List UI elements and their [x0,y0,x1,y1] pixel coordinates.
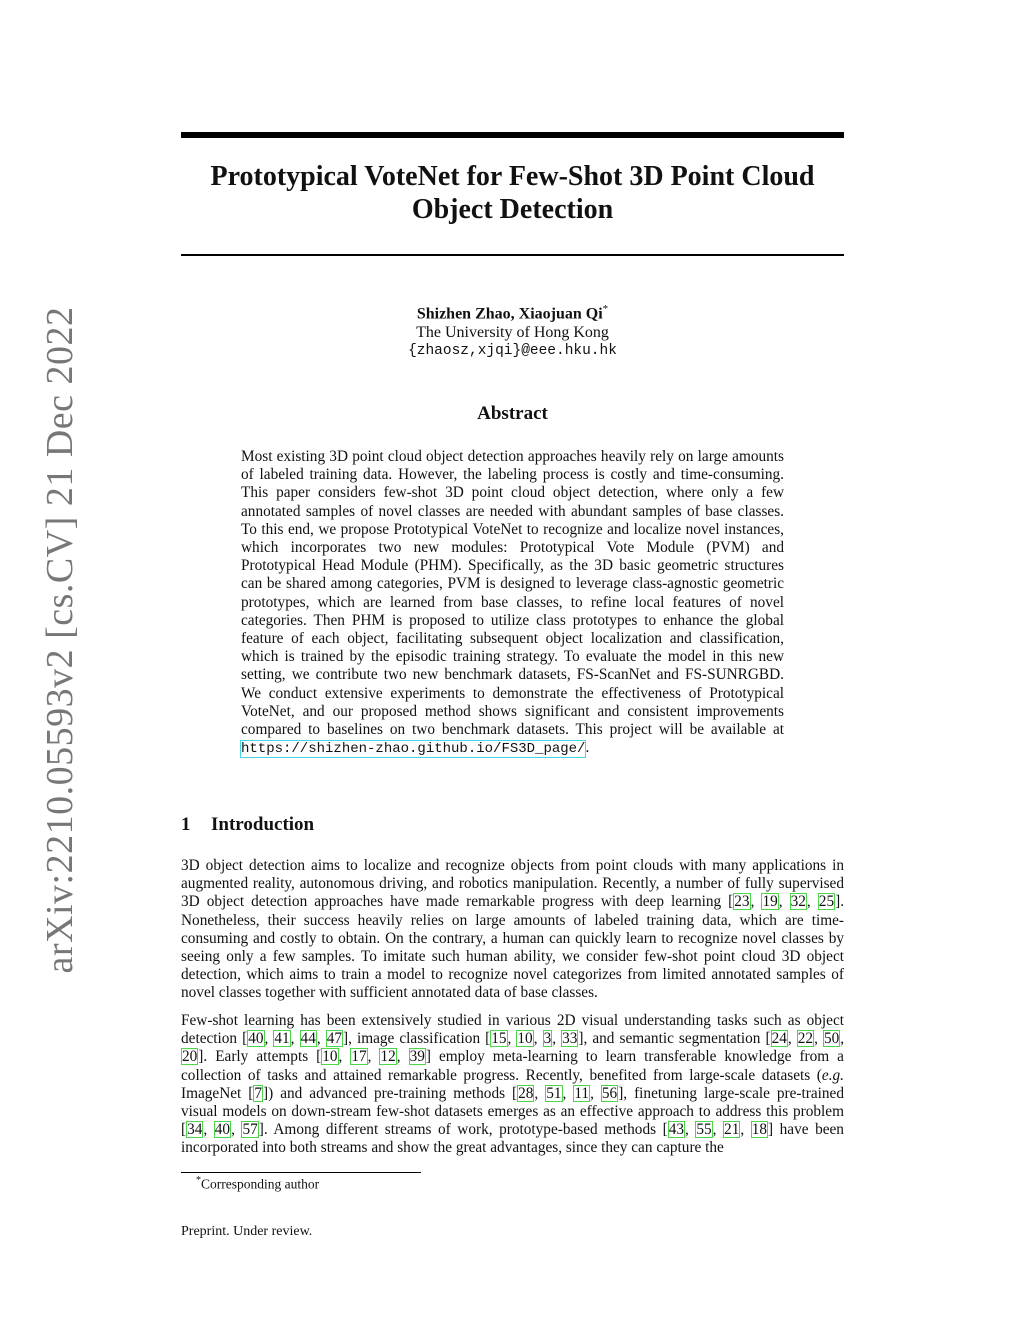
abstract-body [241,448,784,758]
paragraph-text: 3D object detection aims to localize and recognize objects from point clouds with many applications in augmented reality, autonomous driving, and robotics manipulation. Recently, a number of fully supervised 3D object detection approaches have made remarkable progress with deep learning [ [181,857,844,911]
title-bottom-rule [181,254,844,256]
author-affiliation: The University of Hong Kong [416,324,609,342]
citation-link[interactable]: 12 [380,1048,396,1066]
footnote-mark: * [196,1175,201,1186]
citation-link[interactable]: 33 [562,1030,578,1048]
abstract-heading: Abstract [477,403,548,424]
paragraph-text: ], finetuning large-scale pre-trained visual models on down-stream few-shot datasets emerges as an effective approach to address this problem [ [181,1084,844,1139]
paragraph-text: , [534,1084,546,1102]
arxiv-stamp: arXiv:2210.05593v2 [cs.CV] 21 Dec 2022 [39,306,81,974]
paragraph-text: , [740,1121,751,1139]
paragraph-text: , [203,1121,214,1139]
citation-link[interactable]: 18 [751,1121,768,1139]
paragraph-text: , [290,1030,300,1048]
preprint-note: Preprint. Under review. [181,1224,313,1239]
paper-title [181,160,844,226]
paragraph-text: , [316,1030,326,1048]
citation-link[interactable]: 34 [187,1121,203,1139]
citation-link[interactable]: 47 [326,1030,343,1048]
footnote-text: Corresponding author [201,1176,320,1192]
citation-link[interactable]: 40 [214,1121,231,1139]
paragraph-text: , [778,893,790,911]
paragraph-text: Few-shot learning has been extensively studied in various 2D visual understanding tasks such as object detection [ [181,1012,844,1048]
paragraph-text: , [590,1084,601,1102]
section-title: Introduction [211,814,315,835]
title-line-2: Object Detection [411,194,614,225]
citation-link[interactable]: 15 [491,1030,507,1048]
citation-link[interactable]: 20 [182,1048,198,1066]
paragraph-text: , [562,1084,574,1102]
paragraph-text: , [231,1121,242,1139]
citation-link[interactable]: 39 [409,1048,425,1066]
citation-link[interactable]: 22 [797,1030,814,1048]
citation-link[interactable]: 50 [823,1030,840,1048]
citation-link[interactable]: 17 [351,1048,367,1066]
author-names: Shizhen Zhao, Xiaojuan Qi [416,305,603,323]
footnote [196,1175,319,1193]
paragraph-text: , [685,1121,696,1139]
citation-link[interactable]: 19 [762,893,778,911]
paragraph-text: ]. Nonetheless, their success heavily relies on large amounts of labeled training data, which are time-consuming and costly to obtain. On the contrary, a human can quickly learn to recognize novel classes by seeing only a few samples. To imitate such human ability, we consider few-shot point cloud 3D object detection, which aims to train a model to recognize novel categorizes from limited annotated samples of novel classes together with sufficient annotated data of base classes. [181,893,845,1002]
citation-link[interactable]: 3 [543,1030,552,1048]
paragraph-text: ImageNet [ [181,1084,254,1102]
citation-link[interactable]: 24 [771,1030,787,1048]
paragraph-text: ]. Early attempts [ [198,1048,322,1066]
abstract-end: . [585,739,590,757]
paragraph-text: , [338,1048,351,1066]
abstract-text: Most existing 3D point cloud object detection approaches heavily rely on large amounts of labeled training data. However, the labeling process is costly and time-consuming. This paper considers few-shot 3D point cloud object detection, where only a few annotated samples of novel classes are needed with abundant samples of base classes. To this end, we propose Prototypical VoteNet to recognize and localize novel instances, which incorporates two new modules: Prototypical Vote Module (PVM) and Prototypical Head Module (PHM). Specifically, as the 3D basic geometric structures can be shared among categories, PVM is designed to leverage class-agnostic geometric prototypes, which are learned from base classes, to refine local features of novel categories. Then PHM is proposed to utilize class prototypes to enhance the global feature of each object, facilitating subsequent object localization and classification, which is trained by the episodic training strategy. To evaluate the model in this new setting, we contribute two new benchmark datasets, FS-ScanNet and FS-SUNRGBD. We conduct extensive experiments to demonstrate the effectiveness of Prototypical VoteNet, and our proposed method shows significant and consistent improvements compared to baselines on two benchmark datasets. This project will be available at [241,448,784,739]
section-heading [181,814,314,836]
paragraph-text: ]) and advanced pre-training methods [ [263,1084,518,1102]
citation-link[interactable]: 43 [668,1121,684,1139]
citation-link[interactable]: 51 [546,1084,562,1102]
title-line-1: Prototypical VoteNet for Few-Shot 3D Point Cloud [210,161,815,192]
paragraph-text: , [806,893,818,911]
paragraph-text: , [840,1030,845,1048]
paragraph-text: ] employ meta-learning to learn transferable knowledge from a collection of tasks and attained remarkable progress. Recently, benefited from large-scale datasets ( [181,1048,844,1084]
paragraph-text: , [264,1030,274,1048]
intro-paragraph-1 [181,857,844,1003]
paragraph-text: , [750,893,762,911]
author-footnote-mark: * [602,303,609,315]
paragraph-text: ] have been incorporated into both streams and show the great advantages, since they can capture the [181,1121,844,1157]
intro-paragraph-2 [181,1012,844,1158]
paragraph-text: ]. Among different streams of work, prototype-based methods [ [258,1121,668,1139]
paragraph-text: , [396,1048,409,1066]
paragraph-text: , [787,1030,797,1048]
citation-link[interactable]: 10 [322,1048,338,1066]
citation-link[interactable]: 41 [274,1030,290,1048]
paragraph-text: ], and semantic segmentation [ [578,1030,771,1048]
project-url-link[interactable]: https://shizhen-zhao.github.io/FS3D_page/ [241,741,586,758]
paragraph-text: , [367,1048,380,1066]
section-number: 1 [181,814,191,835]
citation-link[interactable]: 32 [790,893,806,911]
title-top-rule [181,132,844,138]
citation-link[interactable]: 11 [574,1084,590,1102]
italic-text: e.g. [821,1066,844,1084]
citation-link[interactable]: 10 [517,1030,533,1048]
paragraph-text: , [507,1030,517,1048]
author-block [181,300,844,361]
footnote-rule [181,1172,421,1173]
author-email: {zhaosz,xjqi}@eee.hku.hk [408,343,617,360]
citation-link[interactable]: 28 [518,1084,534,1102]
paragraph-text: , [533,1030,543,1048]
paragraph-text: , [712,1121,724,1139]
citation-link[interactable]: 44 [300,1030,316,1048]
citation-link[interactable]: 23 [734,893,750,911]
citation-link[interactable]: 57 [242,1121,258,1139]
paragraph-text: , [814,1030,823,1048]
citation-link[interactable]: 55 [696,1121,712,1139]
paragraph-text: , [552,1030,562,1048]
citation-link[interactable]: 25 [818,893,835,911]
citation-link[interactable]: 7 [254,1084,263,1102]
citation-link[interactable]: 56 [601,1084,618,1102]
paragraph-text: ], image classification [ [343,1030,491,1048]
citation-link[interactable]: 21 [724,1121,740,1139]
citation-link[interactable]: 40 [248,1030,264,1048]
